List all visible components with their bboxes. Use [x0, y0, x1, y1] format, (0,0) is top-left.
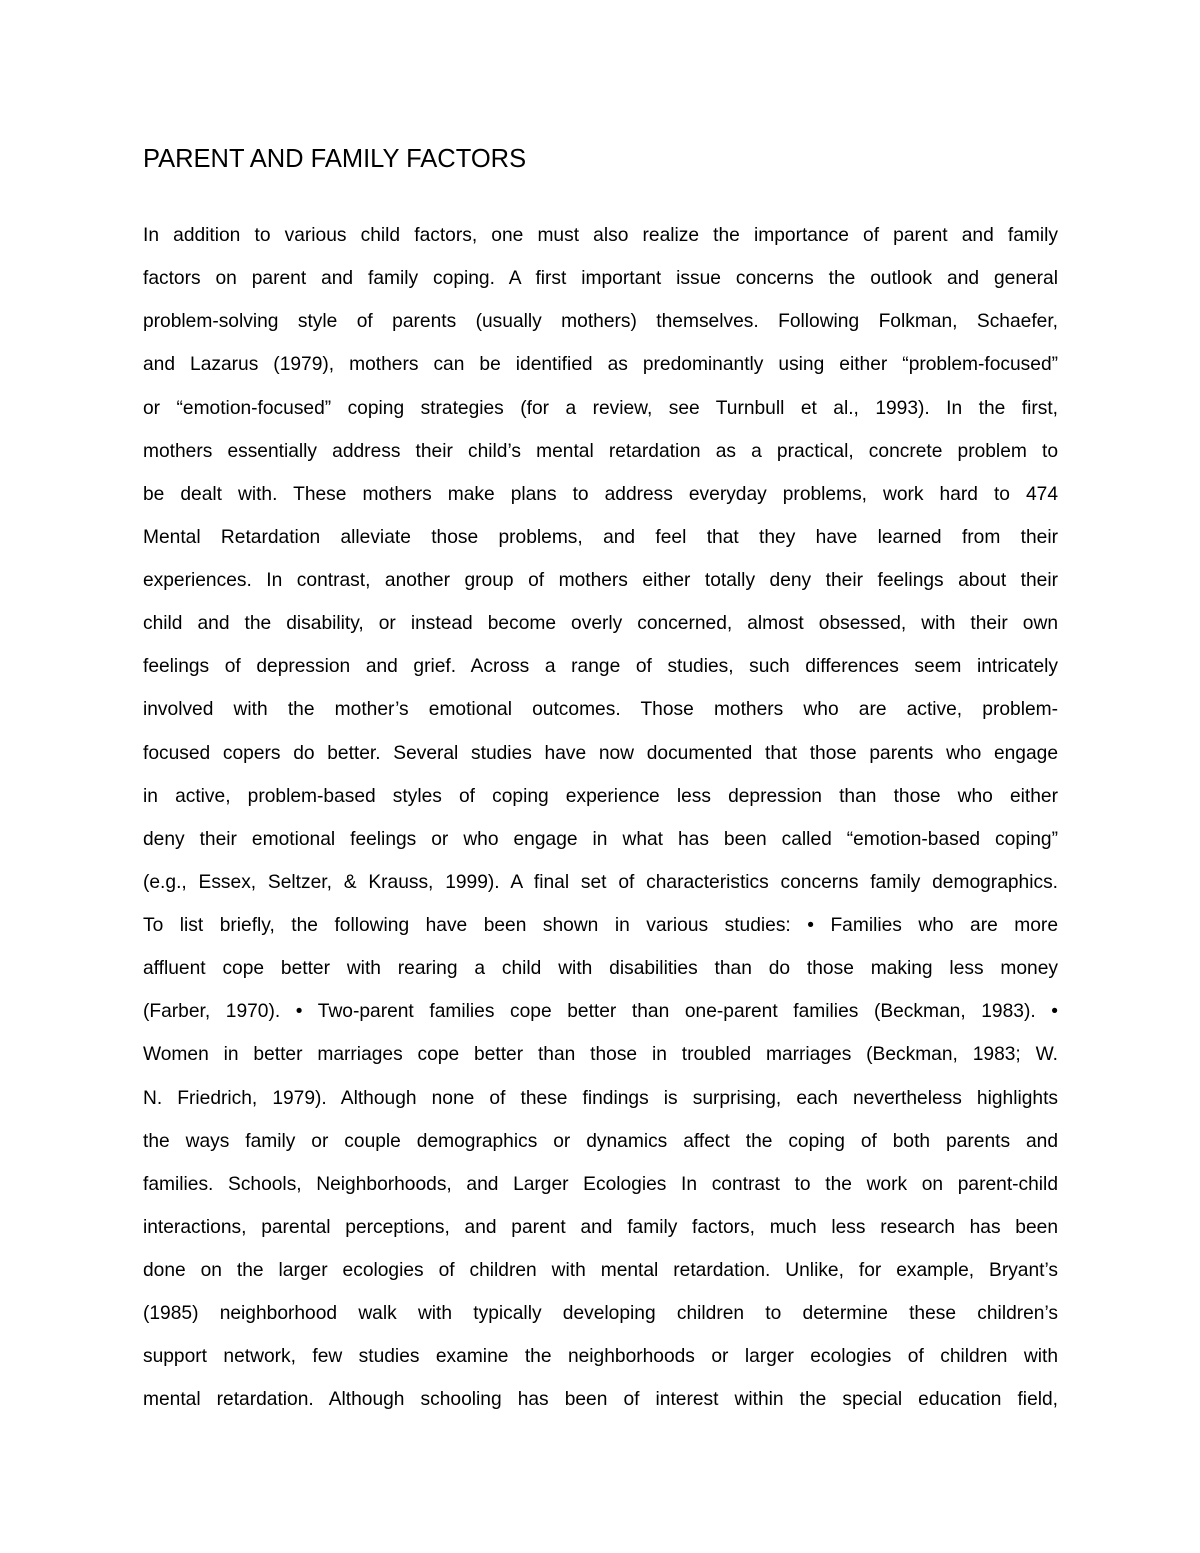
paragraph-line: mental retardation. Although schooling has been of interest within the special education field,	[143, 1389, 1058, 1411]
section-heading: PARENT AND FAMILY FACTORS	[143, 145, 527, 173]
paragraph-line: factors on parent and family coping. A first important issue concerns the outlook and general	[143, 268, 1058, 290]
paragraph-line: mothers essentially address their child’s mental retardation as a practical, concrete problem to	[143, 440, 1058, 462]
paragraph-line: To list briefly, the following have been shown in various studies: • Families who are more	[143, 915, 1058, 936]
paragraph-line: done on the larger ecologies of children with mental retardation. Unlike, for example, Bryant’s	[143, 1260, 1058, 1281]
paragraph-line: the ways family or couple demographics or dynamics affect the coping of both parents and	[143, 1130, 1058, 1152]
paragraph-line: interactions, parental perceptions, and parent and family factors, much less research has been	[143, 1216, 1058, 1238]
paragraph-line: experiences. In contrast, another group of mothers either totally deny their feelings about their	[143, 570, 1058, 591]
paragraph-line: problem-solving style of parents (usually mothers) themselves. Following Folkman, Schaefer,	[143, 311, 1058, 333]
paragraph-line: in active, problem-based styles of coping experience less depression than those who either	[143, 785, 1058, 807]
paragraph-line: N. Friedrich, 1979). Although none of these findings is surprising, each nevertheless highlights	[143, 1087, 1058, 1109]
body-paragraph	[143, 214, 1058, 1422]
paragraph-line: and Lazarus (1979), mothers can be identified as predominantly using either “problem-focused”	[143, 354, 1058, 376]
paragraph-line: support network, few studies examine the neighborhoods or larger ecologies of children with	[143, 1346, 1058, 1368]
paragraph-line: (Farber, 1970). • Two-parent families cope better than one-parent families (Beckman, 1983). •	[143, 1001, 1058, 1023]
paragraph-line: (1985) neighborhood walk with typically developing children to determine these children’s	[143, 1303, 1058, 1325]
paragraph-line: (e.g., Essex, Seltzer, & Krauss, 1999). A final set of characteristics concerns family demographics.	[143, 871, 1058, 893]
paragraph-line: Mental Retardation alleviate those problems, and feel that they have learned from their	[143, 526, 1058, 548]
paragraph-line: or “emotion-focused” coping strategies (for a review, see Turnbull et al., 1993). In the first,	[143, 397, 1058, 419]
paragraph-line: Women in better marriages cope better than those in troubled marriages (Beckman, 1983; W.	[143, 1044, 1058, 1066]
paragraph-line: involved with the mother’s emotional outcomes. Those mothers who are active, problem-	[143, 699, 1058, 721]
paragraph-line: be dealt with. These mothers make plans to address everyday problems, work hard to 474	[143, 483, 1058, 505]
paragraph-line: families. Schools, Neighborhoods, and Larger Ecologies In contrast to the work on parent-child	[143, 1173, 1058, 1195]
paragraph-line: deny their emotional feelings or who engage in what has been called “emotion-based coping”	[143, 828, 1058, 850]
paragraph-line: affluent cope better with rearing a child with disabilities than do those making less money	[143, 958, 1058, 980]
paragraph-line: feelings of depression and grief. Across a range of studies, such differences seem intricately	[143, 656, 1058, 678]
paragraph-line: In addition to various child factors, one must also realize the importance of parent and family	[143, 225, 1058, 246]
paragraph-line: focused copers do better. Several studies have now documented that those parents who engage	[143, 742, 1058, 764]
paragraph-line: child and the disability, or instead become overly concerned, almost obsessed, with their own	[143, 613, 1058, 635]
